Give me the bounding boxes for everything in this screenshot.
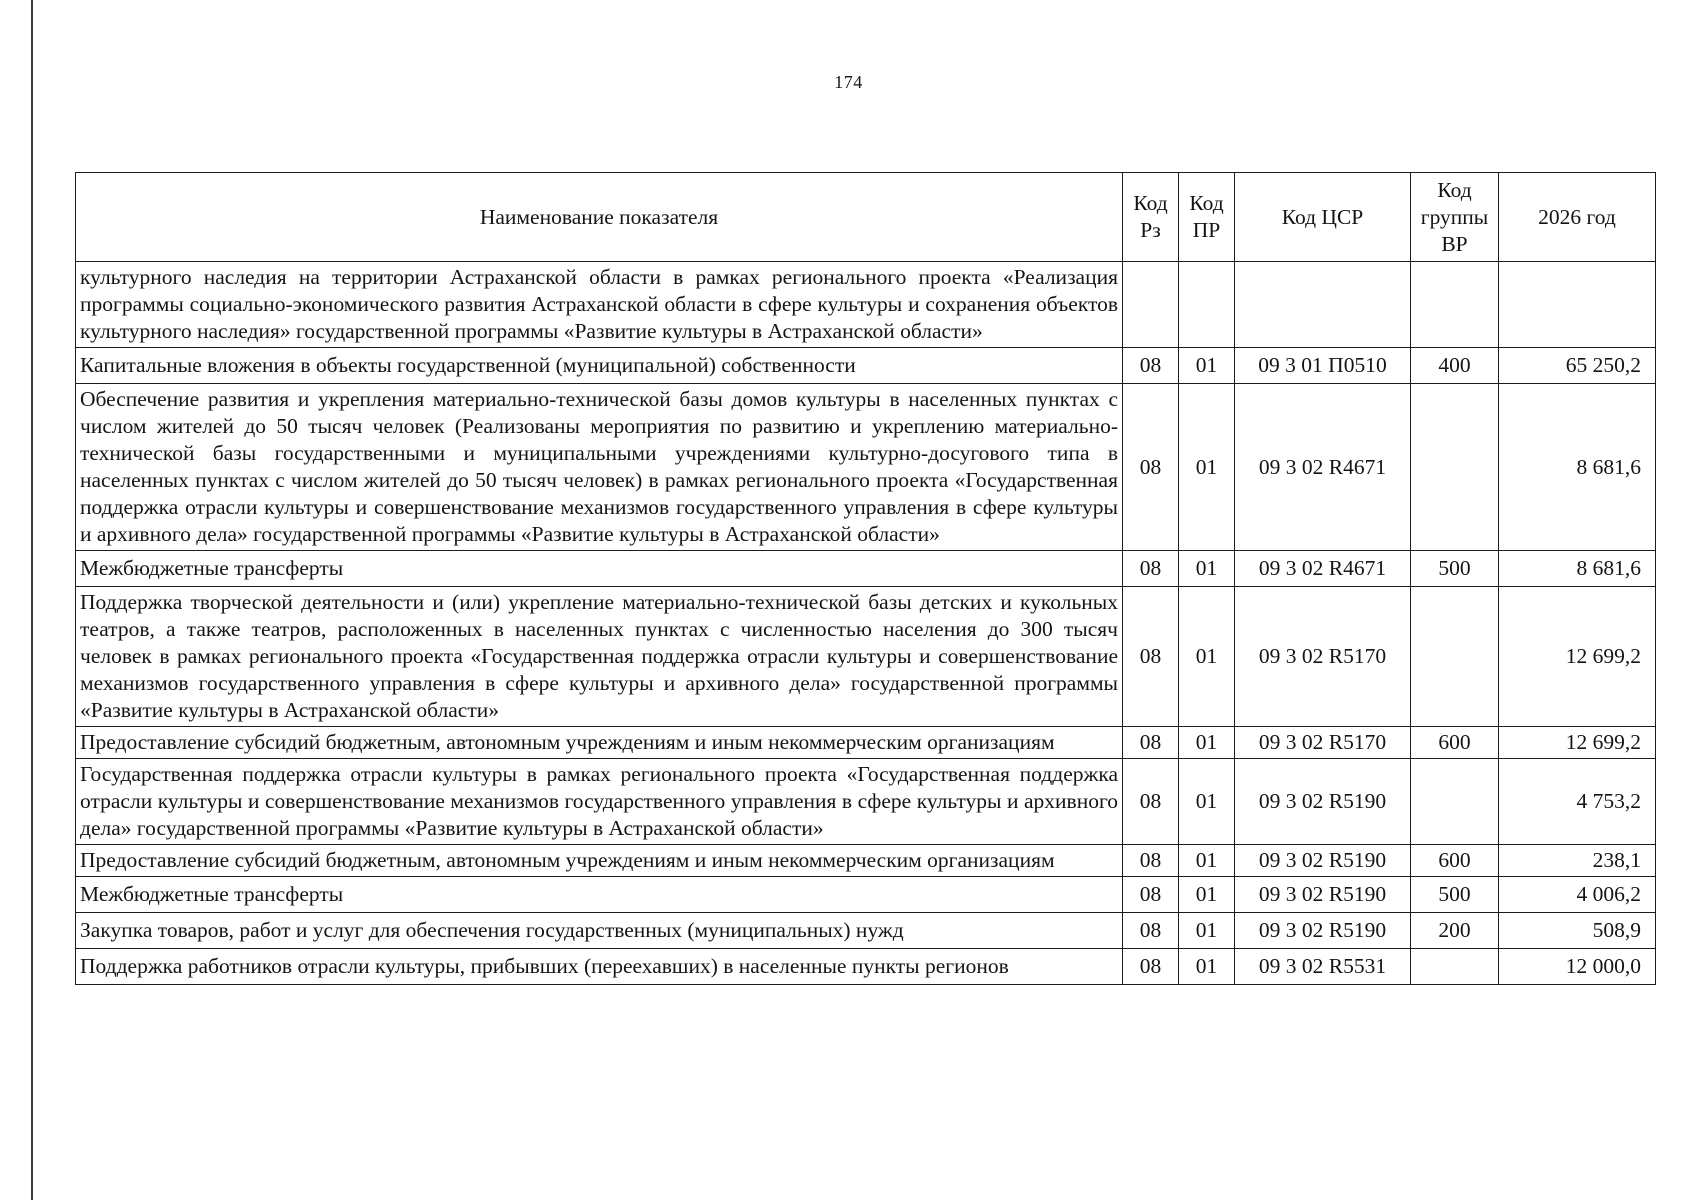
row-name: Капитальные вложения в объекты государственной (муниципальной) собственности bbox=[76, 348, 1123, 384]
row-csr: 09 3 01 П0510 bbox=[1235, 348, 1411, 384]
header-vr: Код группы ВР bbox=[1411, 173, 1499, 262]
table-row bbox=[76, 845, 1656, 877]
row-csr: 09 3 02 R5170 bbox=[1235, 587, 1411, 727]
header-pr: Код ПР bbox=[1179, 173, 1235, 262]
table-row bbox=[76, 727, 1656, 759]
row-rz bbox=[1123, 262, 1179, 348]
row-vr: 600 bbox=[1411, 727, 1499, 759]
row-vr: 500 bbox=[1411, 551, 1499, 587]
table-row bbox=[76, 759, 1656, 845]
table-row bbox=[76, 348, 1656, 384]
header-name: Наименование показателя bbox=[76, 173, 1123, 262]
row-name: культурного наследия на территории Астраханской области в рамках регионального проекта «Реализация программы социально-экономического развития Астраханской области в сфере культуры и сохранения объектов культурного наследия» государственной программы «Развитие культуры в Астраханской области» bbox=[76, 262, 1123, 348]
row-rz: 08 bbox=[1123, 877, 1179, 913]
row-csr bbox=[1235, 262, 1411, 348]
row-pr bbox=[1179, 262, 1235, 348]
row-csr: 09 3 02 R5190 bbox=[1235, 913, 1411, 949]
row-vr bbox=[1411, 587, 1499, 727]
row-amount: 12 699,2 bbox=[1499, 587, 1656, 727]
row-amount: 8 681,6 bbox=[1499, 384, 1656, 551]
table-row bbox=[76, 913, 1656, 949]
row-name: Предоставление субсидий бюджетным, автономным учреждениям и иным некоммерческим организациям bbox=[76, 845, 1123, 877]
header-year: 2026 год bbox=[1499, 173, 1656, 262]
row-name: Межбюджетные трансферты bbox=[76, 877, 1123, 913]
row-vr: 400 bbox=[1411, 348, 1499, 384]
row-rz: 08 bbox=[1123, 727, 1179, 759]
row-name: Поддержка работников отрасли культуры, прибывших (переехавших) в населенные пункты регионов bbox=[76, 949, 1123, 985]
row-amount: 12 699,2 bbox=[1499, 727, 1656, 759]
table-row bbox=[76, 551, 1656, 587]
row-pr: 01 bbox=[1179, 913, 1235, 949]
header-rz: Код Рз bbox=[1123, 173, 1179, 262]
row-rz: 08 bbox=[1123, 949, 1179, 985]
table-header-row bbox=[76, 173, 1656, 262]
row-rz: 08 bbox=[1123, 759, 1179, 845]
page-number: 174 bbox=[834, 72, 863, 92]
row-csr: 09 3 02 R5190 bbox=[1235, 845, 1411, 877]
row-vr bbox=[1411, 262, 1499, 348]
row-amount: 508,9 bbox=[1499, 913, 1656, 949]
row-pr: 01 bbox=[1179, 587, 1235, 727]
row-amount bbox=[1499, 262, 1656, 348]
row-csr: 09 3 02 R5190 bbox=[1235, 877, 1411, 913]
row-name: Закупка товаров, работ и услуг для обеспечения государственных (муниципальных) нужд bbox=[76, 913, 1123, 949]
table-row bbox=[76, 587, 1656, 727]
row-pr: 01 bbox=[1179, 759, 1235, 845]
row-amount: 12 000,0 bbox=[1499, 949, 1656, 985]
row-pr: 01 bbox=[1179, 877, 1235, 913]
row-amount: 8 681,6 bbox=[1499, 551, 1656, 587]
row-csr: 09 3 02 R4671 bbox=[1235, 551, 1411, 587]
row-rz: 08 bbox=[1123, 551, 1179, 587]
row-csr: 09 3 02 R4671 bbox=[1235, 384, 1411, 551]
row-pr: 01 bbox=[1179, 384, 1235, 551]
row-amount: 238,1 bbox=[1499, 845, 1656, 877]
row-vr bbox=[1411, 759, 1499, 845]
row-amount: 4 753,2 bbox=[1499, 759, 1656, 845]
table-row bbox=[76, 949, 1656, 985]
budget-table bbox=[75, 172, 1656, 985]
row-csr: 09 3 02 R5531 bbox=[1235, 949, 1411, 985]
row-vr bbox=[1411, 949, 1499, 985]
row-name: Поддержка творческой деятельности и (или) укрепление материально-технической базы детских и кукольных театров, а также театров, расположенных в населенных пунктах с численностью населения до 300 тысяч человек в рамках регионального проекта «Государственная поддержка отрасли культуры и совершенствование механизмов государственного управления в сфере культуры и архивного дела» государственной программы «Развитие культуры в Астраханской области» bbox=[76, 587, 1123, 727]
row-amount: 4 006,2 bbox=[1499, 877, 1656, 913]
row-pr: 01 bbox=[1179, 845, 1235, 877]
row-csr: 09 3 02 R5170 bbox=[1235, 727, 1411, 759]
row-name: Государственная поддержка отрасли культуры в рамках регионального проекта «Государственная поддержка отрасли культуры и совершенствование механизмов государственного управления в сфере культуры и архивного дела» государственной программы «Развитие культуры в Астраханской области» bbox=[76, 759, 1123, 845]
row-csr: 09 3 02 R5190 bbox=[1235, 759, 1411, 845]
row-vr bbox=[1411, 384, 1499, 551]
row-rz: 08 bbox=[1123, 384, 1179, 551]
row-name: Предоставление субсидий бюджетным, автономным учреждениям и иным некоммерческим организациям bbox=[76, 727, 1123, 759]
page-margin-rule bbox=[31, 0, 33, 1200]
table-row bbox=[76, 384, 1656, 551]
row-pr: 01 bbox=[1179, 727, 1235, 759]
row-rz: 08 bbox=[1123, 587, 1179, 727]
row-rz: 08 bbox=[1123, 348, 1179, 384]
row-vr: 200 bbox=[1411, 913, 1499, 949]
row-name: Обеспечение развития и укрепления материально-технической базы домов культуры в населенных пунктах с числом жителей до 50 тысяч человек (Реализованы мероприятия по развитию и укреплению материально-технической базы государственными и муниципальными учреждениями культурно-досугового типа в населенных пунктах с числом жителей до 50 тысяч человек) в рамках регионального проекта «Государственная поддержка отрасли культуры и совершенствование механизмов государственного управления в сфере культуры и архивного дела» государственной программы «Развитие культуры в Астраханской области» bbox=[76, 384, 1123, 551]
row-rz: 08 bbox=[1123, 845, 1179, 877]
row-vr: 600 bbox=[1411, 845, 1499, 877]
row-vr: 500 bbox=[1411, 877, 1499, 913]
row-name: Межбюджетные трансферты bbox=[76, 551, 1123, 587]
row-rz: 08 bbox=[1123, 913, 1179, 949]
table-row bbox=[76, 262, 1656, 348]
row-pr: 01 bbox=[1179, 949, 1235, 985]
row-pr: 01 bbox=[1179, 551, 1235, 587]
row-amount: 65 250,2 bbox=[1499, 348, 1656, 384]
row-pr: 01 bbox=[1179, 348, 1235, 384]
table-row bbox=[76, 877, 1656, 913]
header-csr: Код ЦСР bbox=[1235, 173, 1411, 262]
